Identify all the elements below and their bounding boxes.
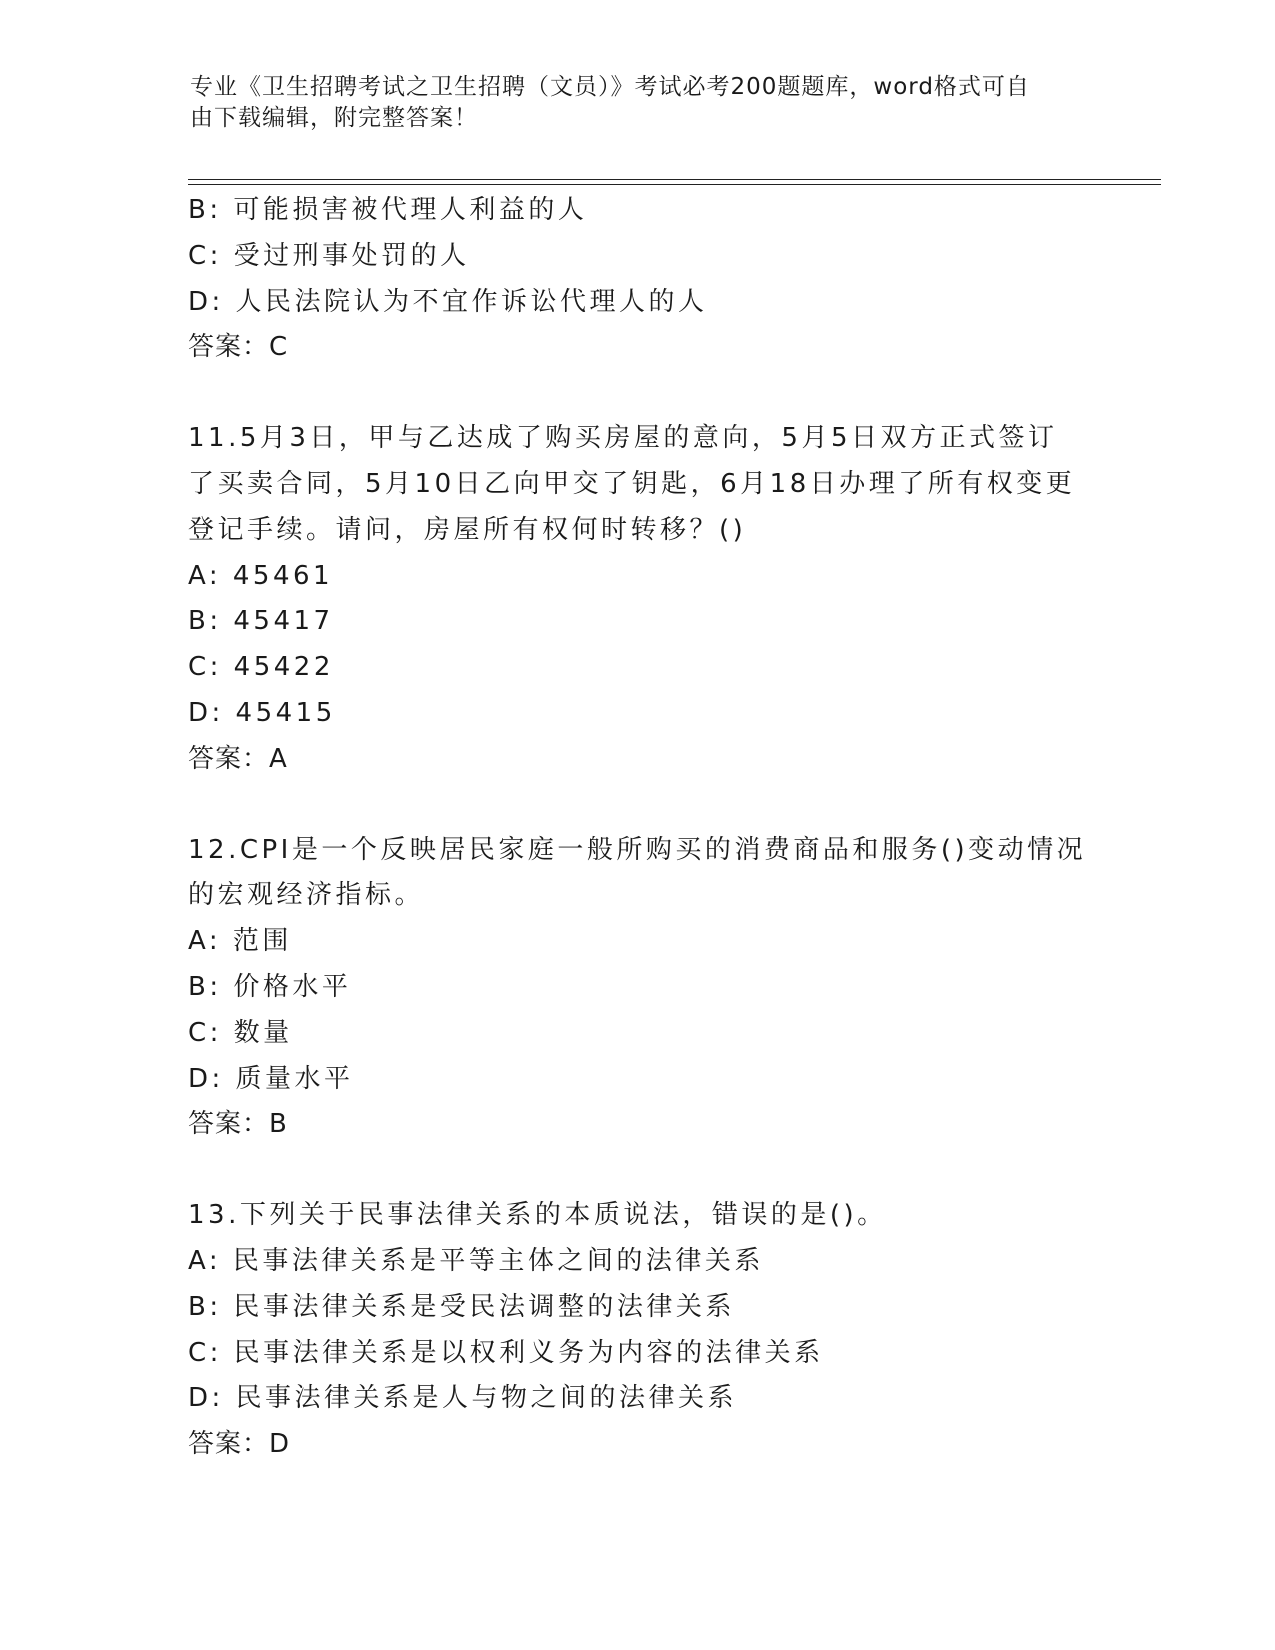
option-b: B: 可能损害被代理人利益的人 (188, 195, 588, 225)
option-d: D: 45415 (188, 697, 336, 728)
header-line-1: 专业《卫生招聘考试之卫生招聘（文员）》考试必考200题题库，word格式可自 (190, 74, 1030, 100)
option-a: A: 范围 (188, 926, 292, 957)
question-stem-line: 登记手续。请问，房屋所有权何时转移？() (188, 514, 747, 545)
question-list (188, 188, 1088, 1468)
option-c: C: 民事法律关系是以权利义务为内容的法律关系 (188, 1337, 824, 1368)
question-13 (188, 1193, 1088, 1468)
option-d: D: 质量水平 (188, 1063, 354, 1094)
answer-line: 答案：A (188, 743, 288, 774)
question-stem-line: 12.CPI是一个反映居民家庭一般所购买的消费商品和服务()变动情况 (188, 834, 1087, 865)
option-d: D: 人民法院认为不宜作诉讼代理人的人 (188, 286, 708, 317)
answer-line: 答案：B (188, 1109, 288, 1140)
option-a: A: 45461 (188, 560, 334, 591)
question-11 (188, 416, 1088, 782)
question-12 (188, 828, 1088, 1149)
header-divider-bottom (188, 184, 1161, 185)
option-c: C: 受过刑事处罚的人 (188, 240, 470, 271)
option-a: A: 民事法律关系是平等主体之间的法律关系 (188, 1245, 764, 1276)
answer-line: 答案：D (188, 1429, 291, 1460)
header-line-2: 由下载编辑，附完整答案！ (190, 105, 478, 131)
option-d: D: 民事法律关系是人与物之间的法律关系 (188, 1383, 738, 1414)
answer-line: 答案：C (188, 332, 289, 363)
question-stem-line: 了买卖合同，5月10日乙向甲交了钥匙，6月18日办理了所有权变更 (188, 468, 1076, 499)
option-c: C: 数量 (188, 1017, 293, 1048)
option-b: B: 价格水平 (188, 971, 352, 1002)
document-header (190, 72, 1070, 134)
question-stem-line: 13.下列关于民事法律关系的本质说法，错误的是()。 (188, 1200, 887, 1231)
continued-question (188, 188, 1088, 371)
question-stem-line: 的宏观经济指标。 (188, 880, 425, 911)
option-c: C: 45422 (188, 652, 334, 683)
header-divider-top (188, 179, 1161, 180)
question-stem-line: 11.5月3日，甲与乙达成了购买房屋的意向，5月5日双方正式签订 (188, 423, 1058, 454)
option-b: B: 45417 (188, 606, 334, 637)
option-b: B: 民事法律关系是受民法调整的法律关系 (188, 1291, 735, 1322)
